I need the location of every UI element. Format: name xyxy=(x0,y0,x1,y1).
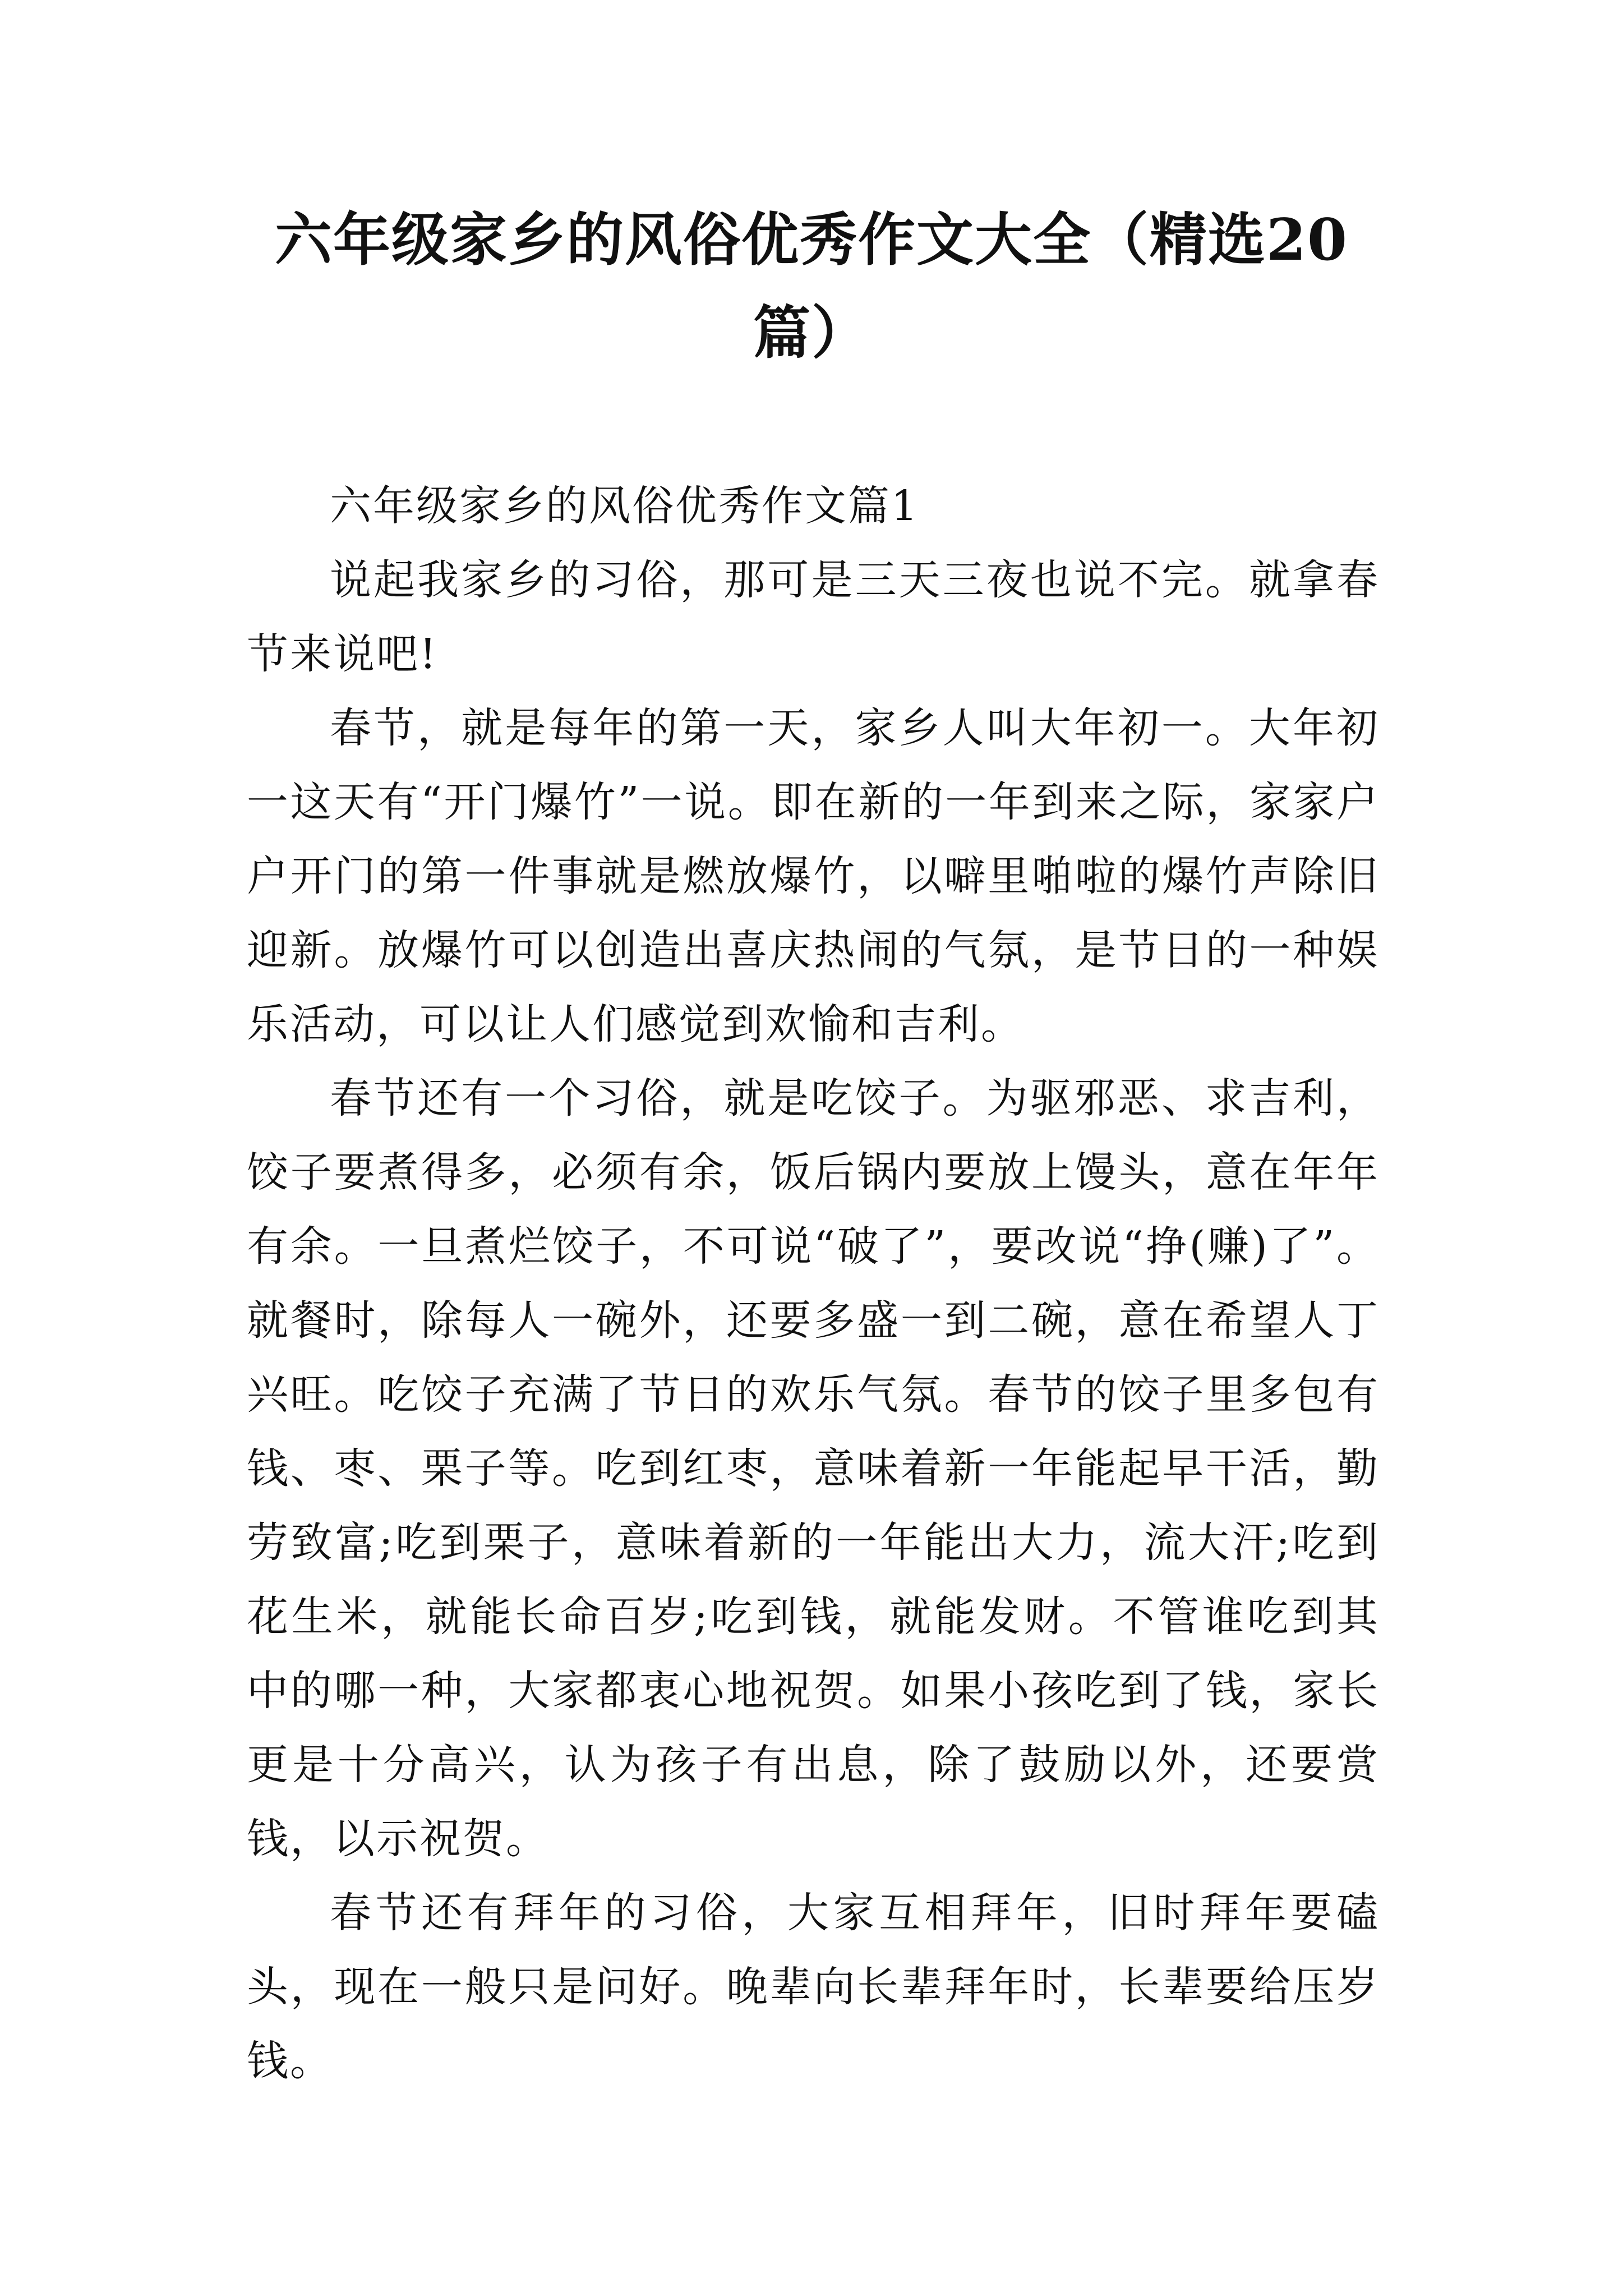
document-body xyxy=(247,469,1380,2098)
section-heading: 六年级家乡的风俗优秀作文篇1 xyxy=(330,482,920,530)
paragraph: 春节还有拜年的习俗，大家互相拜年，旧时拜年要磕头，现在一般只是问好。晚辈向长辈拜年时，长辈要给压岁钱。 xyxy=(247,1889,1380,2085)
document-title: 六年级家乡的风俗优秀作文大全（精选20篇） xyxy=(275,206,1348,367)
paragraph: 春节，就是每年的第一天，家乡人叫大年初一。大年初一这天有“开门爆竹”一说。即在新的一年到来之际，家家户户开门的第一件事就是燃放爆竹，以噼里啪啦的爆竹声除旧迎新。放爆竹可以创造出喜庆热闹的气氛，是节日的一种娱乐活动，可以让人们感觉到欢愉和吉利。 xyxy=(247,704,1380,1048)
paragraph: 说起我家乡的习俗，那可是三天三夜也说不完。就拿春节来说吧! xyxy=(247,556,1380,678)
paragraph: 春节还有一个习俗，就是吃饺子。为驱邪恶、求吉利，饺子要煮得多，必须有余，饭后锅内要放上馒头，意在年年有余。一旦煮烂饺子，不可说“破了”，要改说“挣(赚)了”。就餐时，除每人一碗外，还要多盛一到二碗，意在希望人丁兴旺。吃饺子充满了节日的欢乐气氛。春节的饺子里多包有钱、枣、栗子等。吃到红枣，意味着新一年能起早干活，勤劳致富;吃到栗子，意味着新的一年能出大力，流大汗;吃到花生米，就能长命百岁;吃到钱，就能发财。不管谁吃到其中的哪一种，大家都衷心地祝贺。如果小孩吃到了钱，家长更是十分高兴，认为孩子有出息，除了鼓励以外，还要赏钱，以示祝贺。 xyxy=(247,1074,1380,1863)
